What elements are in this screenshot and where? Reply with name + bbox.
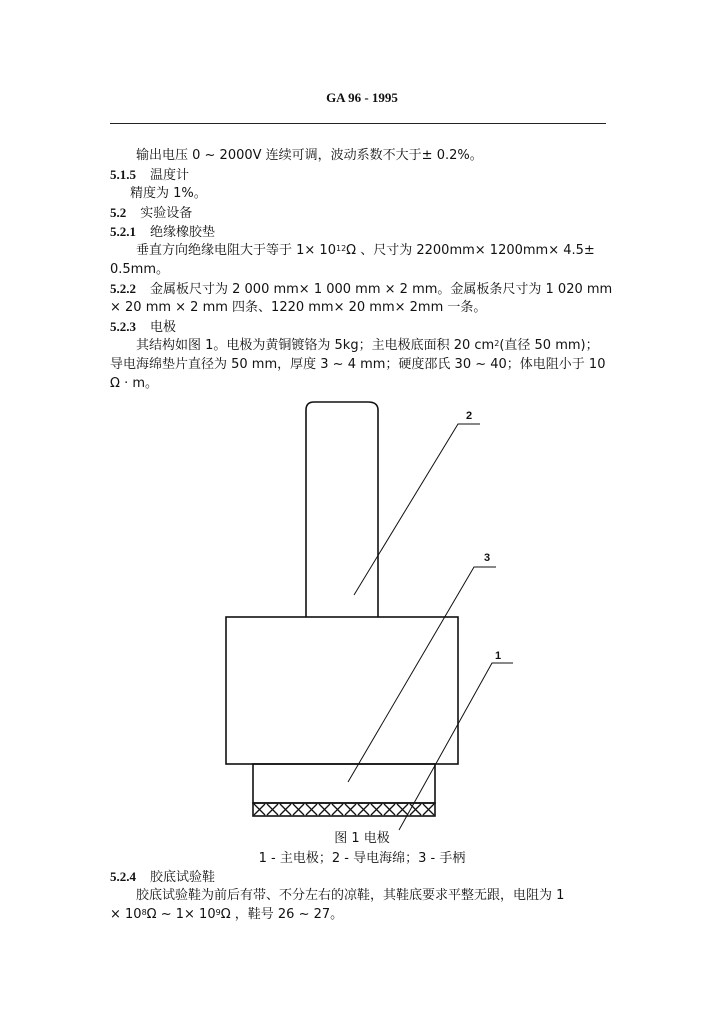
- text-part: Ω ，鞋号 26 ~ 27。: [220, 907, 344, 922]
- electrode-spec-line-3: Ω · m。: [110, 376, 158, 391]
- leader-line-1: [348, 567, 496, 782]
- rubber-mat-spec-line-2: 0.5mm。: [110, 262, 170, 277]
- exponent: 2: [494, 339, 500, 348]
- metal-plate-spec: 金属板尺寸为 2 000 mm× 1 000 mm × 2 mm。金属板条尺寸为 1 020 mm: [150, 282, 613, 297]
- section-number: 5.2: [110, 205, 127, 220]
- document-code-header: GA 96 - 1995: [326, 90, 398, 105]
- exponent: 8: [141, 908, 147, 917]
- test-shoe-spec-line-1: 胶底试验鞋为前后有带、不分左右的凉鞋，其鞋底要求平整无跟，电阻为 1: [136, 888, 565, 903]
- section-5-2-4-heading: [110, 867, 215, 887]
- figure-legend: 1 - 主电极；2 - 导电海绵；3 - 手柄: [258, 851, 466, 866]
- section-title: 实验设备: [140, 206, 193, 221]
- test-shoe-spec-line-2: [110, 905, 343, 924]
- text-part: (直径 50 mm)；: [499, 338, 599, 353]
- callout-2: 1: [495, 650, 502, 662]
- handle-outline: [306, 402, 378, 617]
- output-voltage-line: 输出电压 0 ~ 2000V 连续可调，波动系数不大于± 0.2%。: [136, 148, 483, 163]
- exponent: 9: [215, 908, 221, 917]
- section-title: 绝缘橡胶垫: [150, 225, 216, 240]
- exponent: 12: [335, 244, 347, 253]
- section-number: 5.1.5: [110, 167, 136, 182]
- callout-3: 2: [466, 410, 473, 422]
- text-part: 其结构如图 1。电极为黄铜镀铬为 5kg；主电极底面积 20 cm: [136, 338, 495, 353]
- section-title: 胶底试验鞋: [150, 870, 216, 885]
- section-number: 5.2.2: [110, 281, 136, 296]
- thermometer-precision-text: 精度为 1%。: [130, 186, 207, 201]
- figure-caption: 图 1 电极: [334, 831, 390, 846]
- leader-line-3: [354, 424, 480, 595]
- section-title: 温度计: [150, 168, 190, 183]
- text-part: 垂直方向绝缘电阻大于等于 1× 10: [136, 243, 336, 258]
- text-part: Ω 、尺寸为 2200mm× 1200mm× 4.5±: [346, 243, 595, 258]
- section-number: 5.2.1: [110, 224, 136, 239]
- section-title: 电极: [150, 320, 177, 335]
- lower-electrode-section: [253, 764, 435, 803]
- main-electrode-body: [226, 617, 458, 764]
- section-number: 5.2.4: [110, 869, 136, 884]
- electrode-spec-line-2: 导电海绵垫片直径为 50 mm，厚度 3 ~ 4 mm；硬度邵氏 30 ~ 40；体电阻小于 10: [110, 357, 606, 372]
- section-number: 5.2.3: [110, 319, 136, 334]
- section-5-2-2-line-2: × 20 mm × 2 mm 四条、1220 mm× 20 mm× 2mm 一条。: [110, 300, 487, 315]
- text-part: × 10: [110, 907, 142, 922]
- text-part: Ω ~ 1× 10: [146, 907, 216, 922]
- callout-1: 3: [484, 552, 491, 564]
